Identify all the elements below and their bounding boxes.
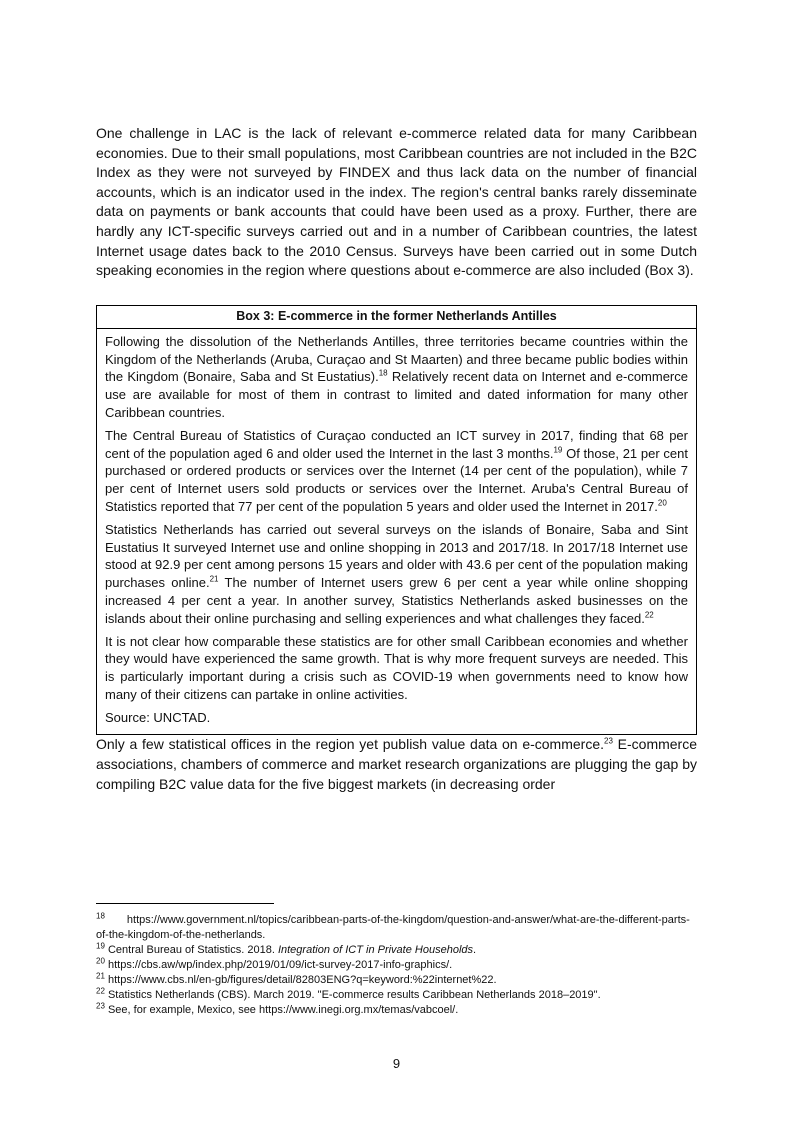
footnote-ref-18[interactable]: 18 (378, 369, 388, 379)
footnote-20: $^{20}$ https://cbs.aw/wp/index.php/2019/01/09/ict-survey-2017-info-graphics/. (96, 956, 453, 971)
page-number: 9 (392, 1056, 401, 1071)
footnote-22: $^{22}$ Statistics Netherlands (CBS). March 2019. "E-commerce results Caribbean Netherlands 2018–2019". (96, 986, 601, 1001)
box-paragraph-4: It is not clear how comparable these statistics are for other small Caribbean economies and whether they would have experienced the same growth. That is why more frequent surveys are needed. This is particularly important during a crisis such as COVID-19 when governments need to know how many of their citizens can partake in online activities. (105, 633, 688, 702)
footnote-18: $^{18}$ https://www.government.nl/topics/caribbean-parts-of-the-kingdom/question-and-answer/what-are-the-different-parts-of-the-kingdom-of-the-netherlands. (96, 911, 690, 941)
footnote-21: $^{21}$ https://www.cbs.nl/en-gb/figures/detail/82803ENG?q=keyword:%22internet%22. (96, 971, 497, 986)
footnote-ref-20[interactable]: 20 (657, 498, 667, 508)
footnotes (96, 913, 697, 1018)
box-3 (96, 305, 697, 736)
footnote-ref-22[interactable]: 22 (644, 610, 654, 620)
box-paragraph-2: The Central Bureau of Statistics of Curaçao conducted an ICT survey in 2017, finding that 68 per cent of the population aged 6 and older used the Internet in the last 3 months.$^{19}$ Of those, 21 per cent purchased or ordered products or services over the Internet (14 per cent of the population), while 7 per cent of Internet users sold products or services over the Internet. Aruba's Central Bureau of Statistics reported that 77 per cent of the population 5 years and older used the Internet in 2017.20 (105, 427, 688, 514)
intro-paragraph: One challenge in LAC is the lack of relevant e-commerce related data for many Caribbean economies. Due to their small populations, most Caribbean countries are not included in the B2C Index as they were not surveyed by FINDEX and thus lack data on the number of financial accounts, which is an indicator used in the index. The region's central banks rarely disseminate data on payments or bank accounts that could have been used as a proxy. Further, there are hardly any ICT-specific surveys carried out and in a number of Caribbean countries, the latest Internet usage dates back to the 2010 Census. Surveys have been carried out in some Dutch speaking economies in the region where questions about e-commerce are also included (Box 3). (96, 125, 697, 279)
footnote-ref-21[interactable]: 21 (209, 574, 219, 584)
page-content (96, 124, 697, 794)
box-title: Box 3: E-commerce in the former Netherlands Antilles (97, 306, 696, 329)
footnote-separator (96, 903, 274, 904)
box-paragraph-1: Following the dissolution of the Netherlands Antilles, three territories became countries within the Kingdom of the Netherlands (Aruba, Curaçao and St Maarten) and three became public bodies within the Kingdom (Bonaire, Saba and St Eustatius).$^{18}$ Relatively recent data on Internet and e-commerce use are available for most of them in contrast to limited and dated information for many other Caribbean countries. (105, 333, 688, 420)
footnote-19: $^{19}$ Central Bureau of Statistics. 2018. Integration of ICT in Private Households. (96, 941, 477, 956)
footnote-23: $^{23}$ See, for example, Mexico, see https://www.inegi.org.mx/temas/vabcoel/. (96, 1001, 459, 1016)
box-source: Source: UNCTAD. (105, 709, 211, 725)
footnote-ref-19[interactable]: 19 (553, 445, 563, 455)
after-paragraph: Only a few statistical offices in the region yet publish value data on e-commerce.$^{23}$ E-commerce associations, chambers of commerce and market research organizations are plugging the gap by compiling B2C value data for the five biggest markets (in decreasing order (96, 736, 698, 792)
box-paragraph-3: Statistics Netherlands has carried out several surveys on the islands of Bonaire, Saba and Sint Eustatius It surveyed Internet use and online shopping in 2013 and 2017/18. In 2017/18 Internet use stood at 92.9 per cent among persons 15 years and older with 43.6 per cent of the population making purchases online.$^{21}$ The number of Internet users grew 6 per cent a year while online shopping increased 4 per cent a year. In another survey, Statistics Netherlands asked businesses on the islands about their online purchasing and selling experiences and what challenges they faced.$^{22}$ (105, 521, 688, 626)
footnote-ref-23[interactable]: 23 (604, 736, 613, 746)
